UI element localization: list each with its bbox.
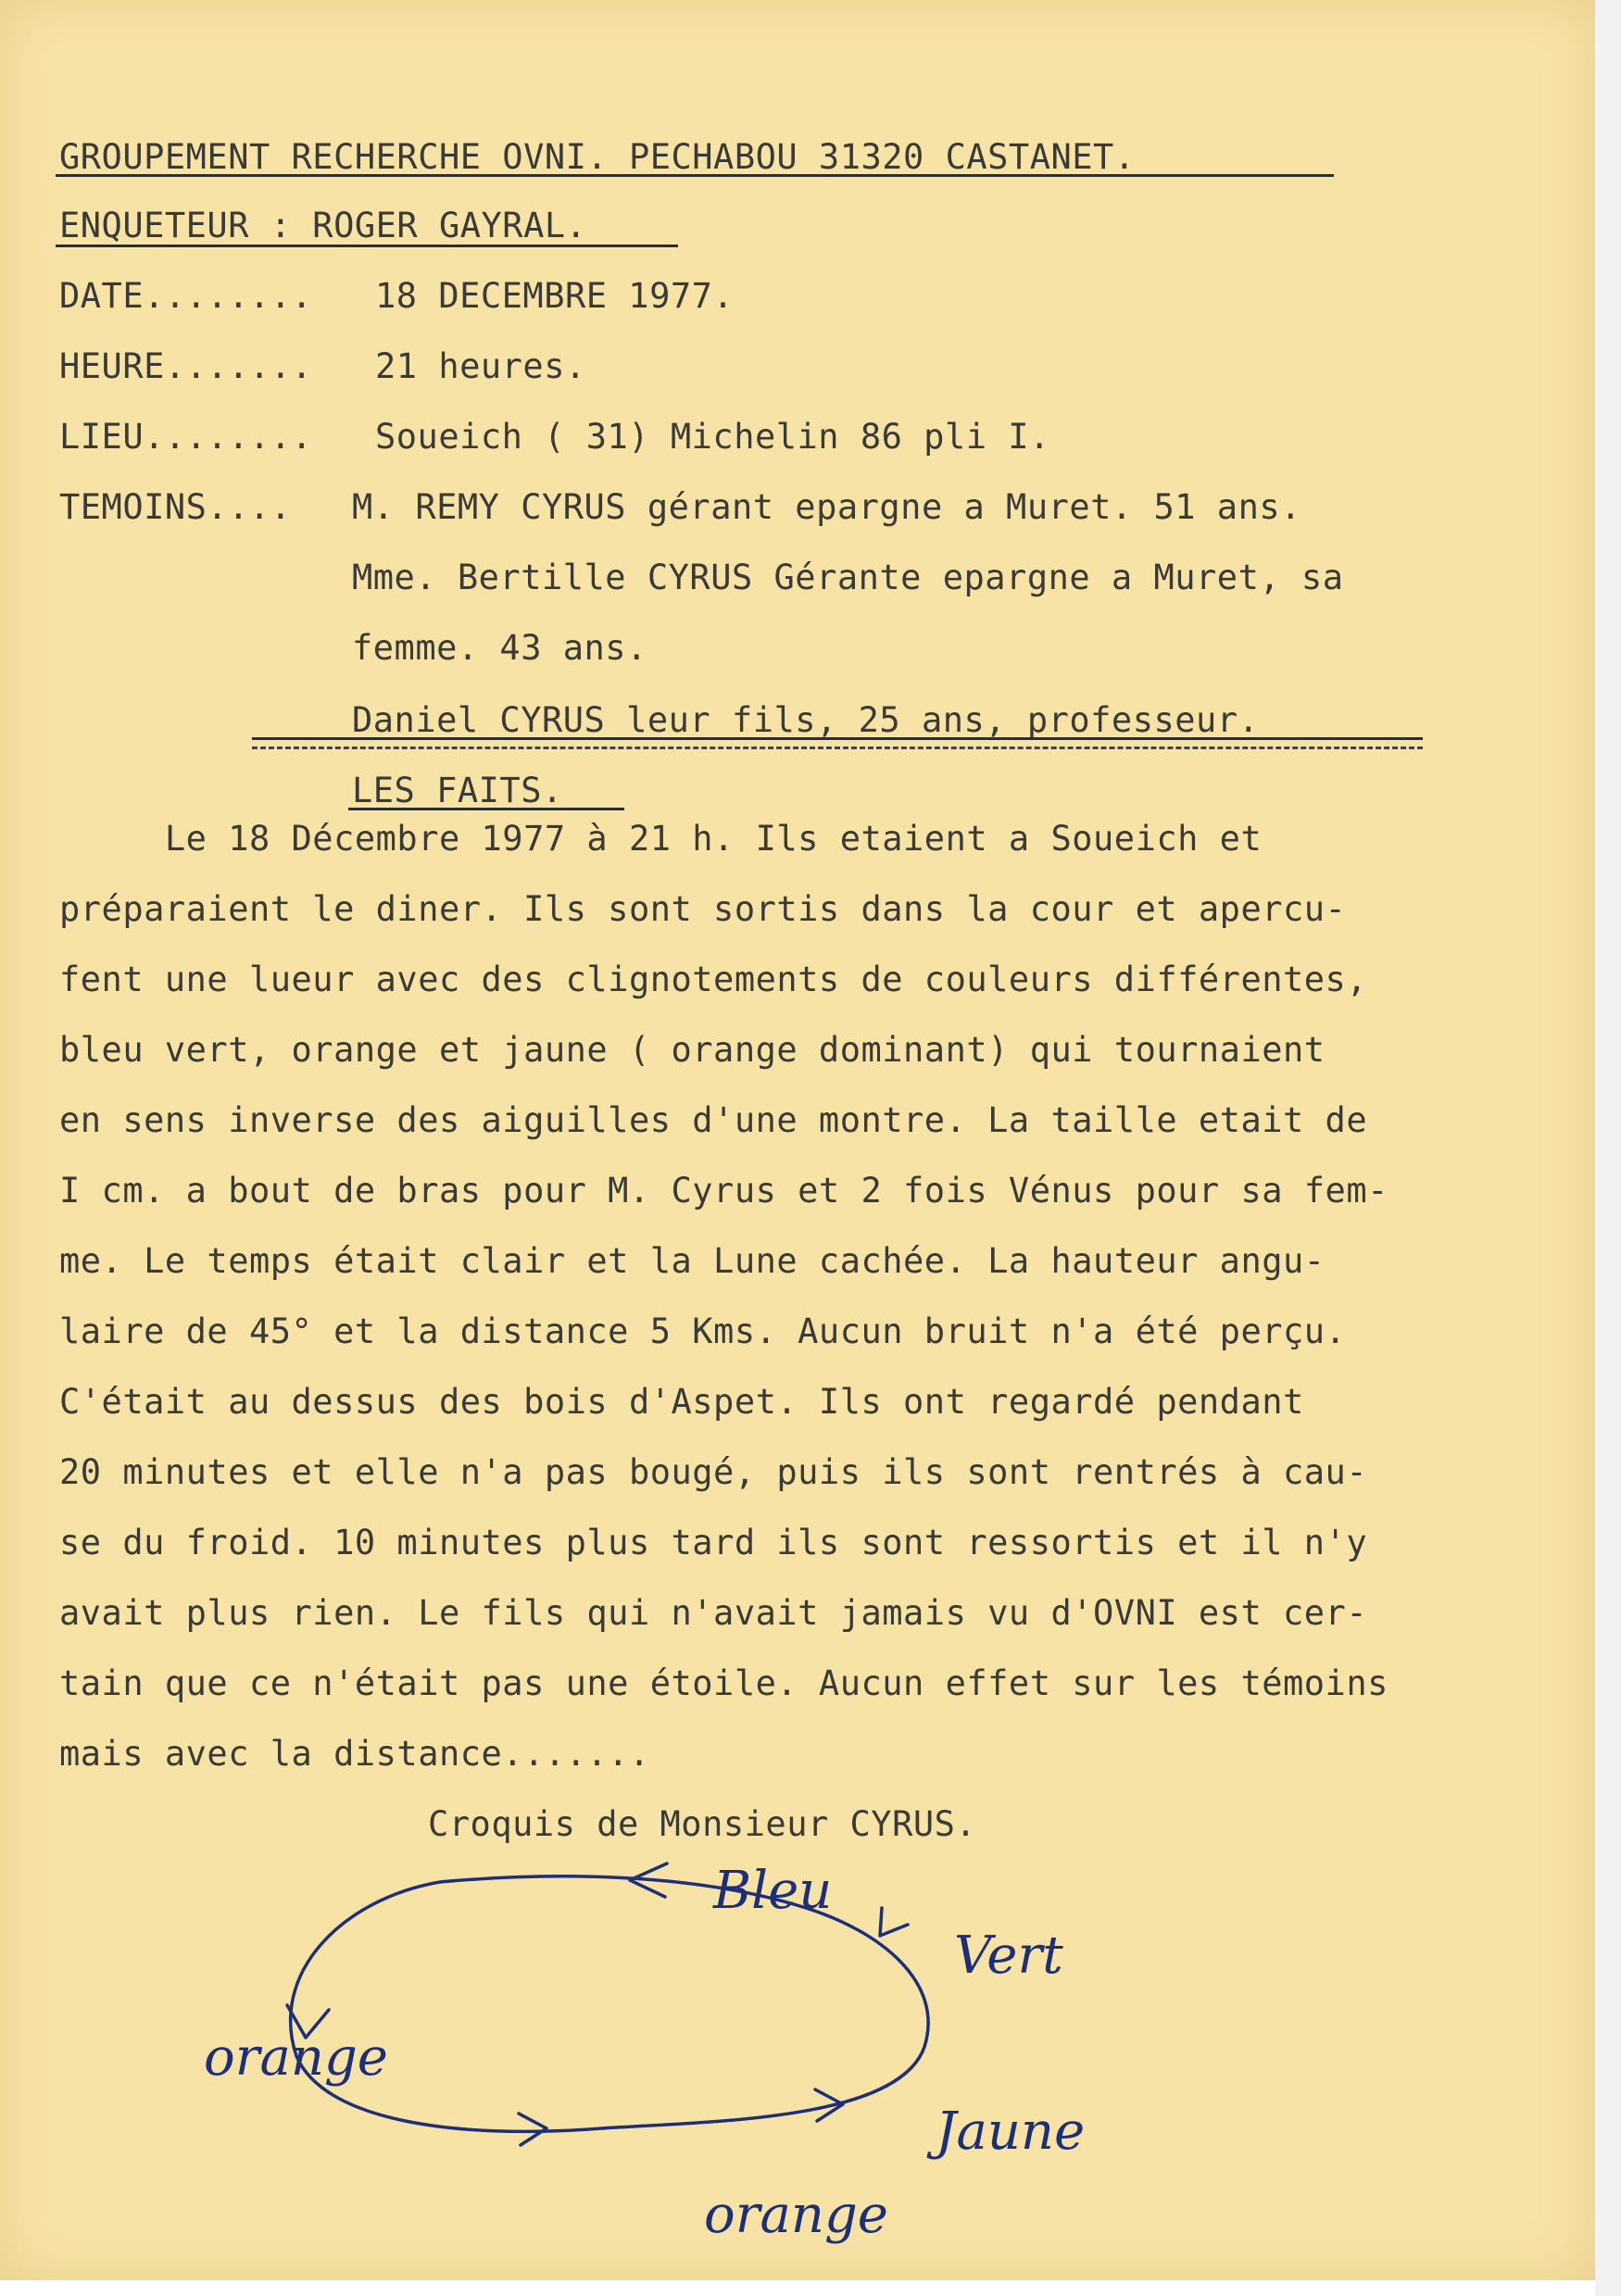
- header-underline: [56, 174, 1334, 177]
- body-line: préparaient le diner. Ils sont sortis dans la cour et apercu-: [59, 889, 1347, 929]
- body-line: en sens inverse des aiguilles d'une montre. La taille etait de: [59, 1100, 1368, 1140]
- label-vert: Vert: [954, 1926, 1063, 1986]
- body-line: bleu vert, orange et jaune ( orange dominant) qui tournaient: [59, 1030, 1326, 1070]
- date-value: 18 DECEMBRE 1977.: [375, 276, 735, 316]
- body-line: I cm. a bout de bras pour M. Cyrus et 2 fois Vénus pour sa fem-: [59, 1171, 1389, 1211]
- label-orange-left: orange: [204, 2027, 388, 2088]
- witness-double-rule: [252, 747, 1423, 749]
- witness-2b: femme. 43 ans.: [352, 628, 647, 668]
- investigator-line: ENQUETEUR : ROGER GAYRAL.: [59, 206, 587, 245]
- section-title-underline: [348, 808, 624, 810]
- time-value: 21 heures.: [375, 346, 586, 386]
- label-bleu: Bleu: [713, 1861, 833, 1921]
- witness-3: Daniel CYRUS leur fils, 25 ans, professeur.: [352, 700, 1260, 740]
- witness-2a: Mme. Bertille CYRUS Gérante epargne a Muret, sa: [352, 558, 1344, 597]
- body-line: me. Le temps était clair et la Lune cachée. La hauteur angu-: [59, 1241, 1326, 1281]
- label-orange-bottom: orange: [704, 2185, 888, 2245]
- body-line: Le 18 Décembre 1977 à 21 h. Ils etaient a Soueich et: [59, 819, 1263, 859]
- body-line: 20 minutes et elle n'a pas bougé, puis ils sont rentrés à cau-: [59, 1452, 1368, 1492]
- witness-1: M. REMY CYRUS gérant epargne a Muret. 51 ans.: [352, 487, 1301, 527]
- witness-label: TEMOINS....: [59, 487, 292, 527]
- place-label: LIEU........: [59, 417, 313, 457]
- body-line: se du froid. 10 minutes plus tard ils sont ressortis et il n'y: [59, 1523, 1368, 1562]
- body-line: tain que ce n'était pas une étoile. Aucun effet sur les témoins: [59, 1663, 1389, 1703]
- orbit-ellipse: [287, 1863, 928, 2145]
- sketch-caption: Croquis de Monsieur CYRUS.: [428, 1804, 977, 1844]
- body-line: avait plus rien. Le fils qui n'avait jamais vu d'OVNI est cer-: [59, 1593, 1368, 1633]
- body-line: mais avec la distance.......: [59, 1734, 650, 1774]
- investigator-underline: [56, 245, 678, 247]
- body-line: C'était au dessus des bois d'Aspet. Ils ont regardé pendant: [59, 1382, 1304, 1422]
- body-line: laire de 45° et la distance 5 Kms. Aucun bruit n'a été perçu.: [59, 1311, 1347, 1351]
- org-header: GROUPEMENT RECHERCHE OVNI. PECHABOU 31320 CASTANET.: [59, 137, 1136, 177]
- time-label: HEURE.......: [59, 346, 313, 386]
- witness-underline: [252, 737, 1423, 740]
- witness-sketch: [204, 1843, 1204, 2269]
- date-label: DATE........: [59, 276, 313, 316]
- scan-margin: [1595, 0, 1621, 2296]
- body-line: fent une lueur avec des clignotements de couleurs différentes,: [59, 960, 1368, 999]
- place-value: Soueich ( 31) Michelin 86 pli I.: [375, 417, 1050, 457]
- label-jaune: Jaune: [936, 2102, 1086, 2162]
- section-title: LES FAITS.: [352, 771, 563, 810]
